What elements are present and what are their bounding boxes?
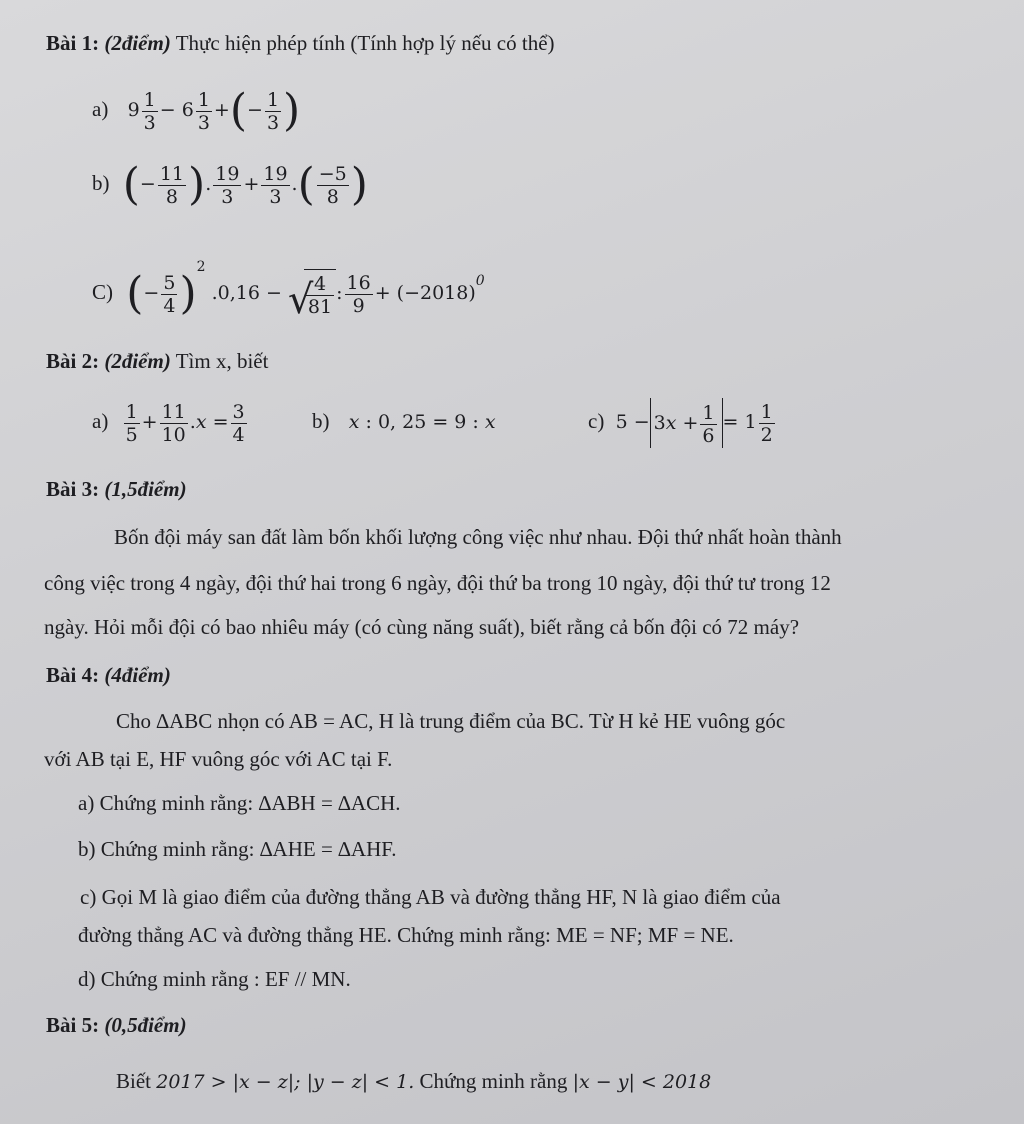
bai5-text2: Chứng minh rằng [419,1069,568,1093]
bai2-points: (2điểm) [104,349,171,373]
bai5-points: (0,5điểm) [104,1013,187,1037]
bai2-c-expr: 5 − 3x + $\frac{1}{6}$ = 1 $\frac{1}{2}$ [616,411,777,433]
bai1-heading [46,30,555,56]
bai2-c-label: c) [588,409,605,433]
bai1-a-expr: 9 $\frac{1}{3}$ − 6 $\frac{1}{3}$ +(− $\frac{1}{3}$ ) [127,85,301,136]
bai5-body [116,1068,711,1095]
bai4-label: Bài 4: [46,663,100,687]
bai4-points: (4điểm) [104,663,171,687]
bai5-label: Bài 5: [46,1013,100,1037]
bai2-label: Bài 2: [46,349,100,373]
bai3-label: Bài 3: [46,477,100,501]
bai1-b-label: b) [92,171,110,195]
bai2-b-expr: x : 0, 25 = 9 : x [348,411,496,433]
bai1-points: (2điểm) [104,31,171,55]
bai4-c2: đường thẳng AC và đường thẳng HE. Chứng minh rằng: ME = NF; MF = NE. [78,923,734,947]
bai1-c-label: C) [92,280,113,304]
bai1-c [92,242,485,323]
bai1-c-expr: (− $\frac{5}{4}$ )$^2$ .0,16 − √ $\frac{4}{81}$ : $\frac{16}{9}$ + $(-2018)^0$ [126,259,485,323]
bai3-line3: ngày. Hỏi mỗi đội có bao nhiêu máy (có cùng năng suất), biết rằng cả bốn đội có 72 máy? [44,615,800,639]
bai2-b [312,396,496,447]
bai1-text: Thực hiện phép tính (Tính hợp lý nếu có thể) [175,31,555,55]
bai2-heading [46,348,268,374]
bai3-line2: công việc trong 4 ngày, đội thứ hai trong 6 ngày, đội thứ ba trong 10 ngày, đội thứ tư trong 12 [44,571,831,595]
bai4-b: b) Chứng minh rằng: ∆AHE = ∆AHF. [78,837,397,861]
bai2-text: Tìm x, biết [175,349,269,373]
bai4-d: d) Chứng minh rằng : EF // MN. [78,967,351,991]
bai1-label: Bài 1: [46,31,100,55]
bai2-a [92,396,249,447]
bai4-line1: Cho ∆ABC nhọn có AB = AC, H là trung điểm của BC. Từ H kẻ HE vuông góc [116,709,786,733]
bai2-a-expr: $\frac{1}{5}$ + $\frac{11}{10}$ .x = $\frac{3}{4}$ [125,400,245,446]
bai1-a [92,84,300,135]
bai1-b-expr: (− $\frac{11}{8}$ ). $\frac{19}{3}$ + $\frac{19}{3}$ .( $\frac{-5}{8}$ ) [122,159,368,210]
bai4-line2: với AB tại E, HF vuông góc với AC tại F. [44,747,393,771]
bai3-heading [46,476,187,502]
bai1-b [92,158,368,209]
bai2-b-label: b) [312,409,330,433]
bai5-goal: |x − y| < 2018 [572,1071,712,1093]
bai3-points: (1,5điểm) [104,477,187,501]
bai2-c [588,396,777,448]
bai4-heading [46,662,171,688]
bai1-a-label: a) [92,97,109,121]
bai5-heading [46,1012,187,1038]
bai4-a: a) Chứng minh rằng: ∆ABH = ∆ACH. [78,791,401,815]
bai2-a-label: a) [92,409,109,433]
bai3-line1: Bốn đội máy san đất làm bốn khối lượng công việc như nhau. Đội thứ nhất hoàn thành [114,525,842,549]
bai5-text1: Biết [116,1069,151,1093]
bai4-c1: c) Gọi M là giao điểm của đường thẳng AB và đường thẳng HF, N là giao điểm của [80,885,781,909]
bai5-cond: 2017 > |x − z|; |y − z| < 1. [156,1071,415,1093]
